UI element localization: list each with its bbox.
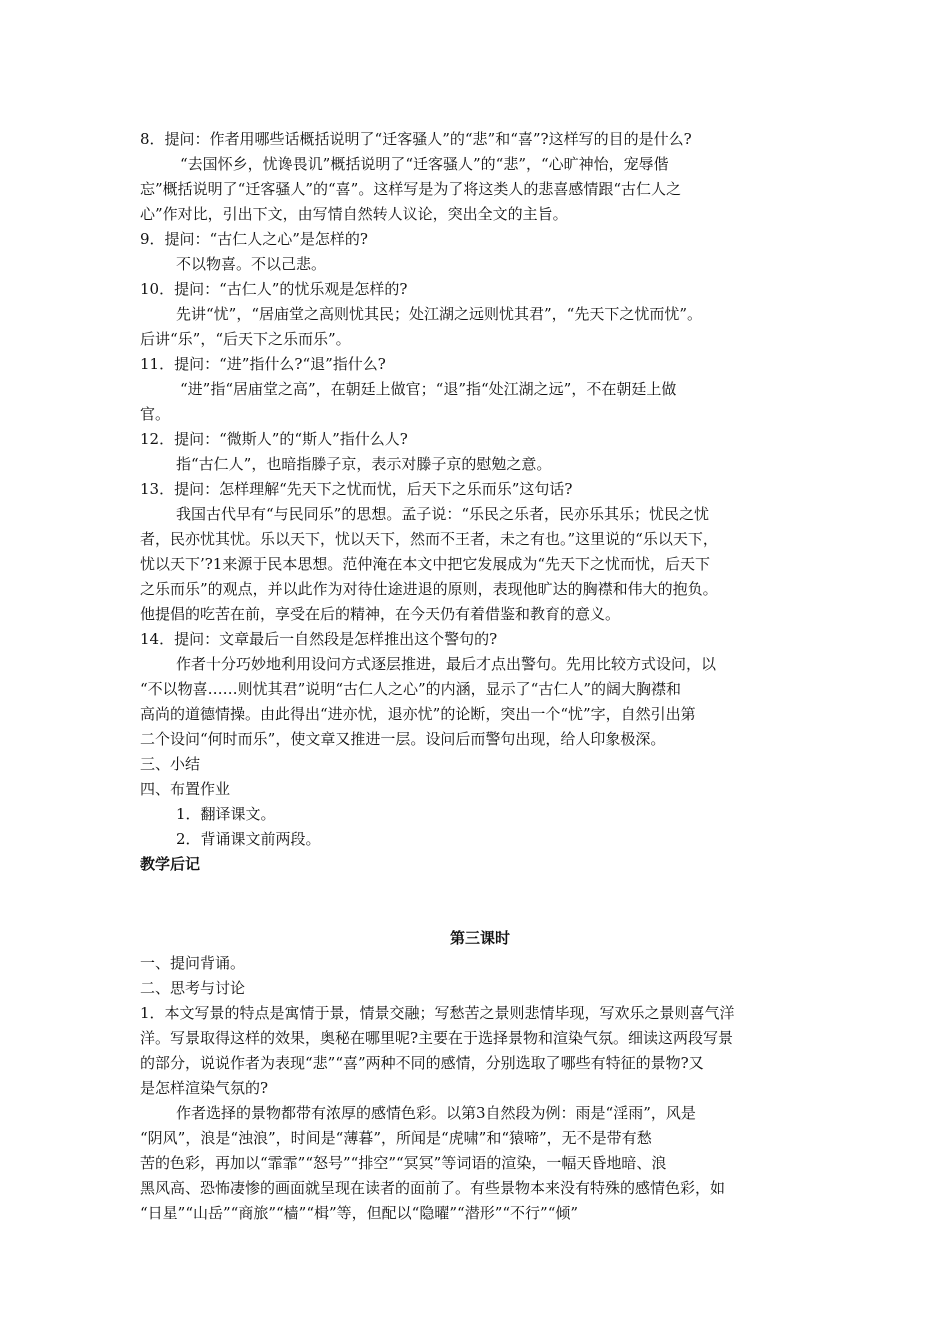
homework-item-2: 2．背诵课文前两段。 bbox=[176, 830, 321, 848]
answer-10-line-2: 后讲“乐”，“后天下之乐而乐”。 bbox=[140, 330, 351, 348]
question-14: 14．提问：文章最后一自然段是怎样推出这个警句的? bbox=[140, 630, 498, 648]
answer-13-line-2: 者，民亦忧其忧。乐以天下，忧以天下，然而不王者，未之有也。”这里说的“乐以天下， bbox=[140, 530, 718, 548]
discussion-a1-line-4: 黑风高、恐怖凄惨的画面就呈现在读者的面前了。有些景物本来没有特殊的感情色彩，如 bbox=[140, 1179, 726, 1197]
answer-11-line-1: “进”指“居庙堂之高”，在朝廷上做官；“退”指“处江湖之远”，不在朝廷上做 bbox=[180, 380, 677, 398]
answer-12: 指“古仁人”，也暗指滕子京，表示对滕子京的慰勉之意。 bbox=[176, 455, 552, 473]
homework-item-1: 1．翻译课文。 bbox=[176, 805, 276, 823]
answer-14-line-3: 高尚的道德情操。由此得出“进亦忧，退亦忧”的论断，突出一个“忧”字，自然引出第 bbox=[140, 705, 696, 723]
answer-13-line-1: 我国古代早有“与民同乐”的思想。孟子说：“乐民之乐者，民亦乐其乐；忧民之忧 bbox=[176, 505, 710, 523]
discussion-a1-line-3: 苦的色彩，再加以“霏霏”“怒号”“排空”“冥冥”等词语的渲染，一幅天昏地暗、浪 bbox=[140, 1154, 667, 1172]
answer-8-line-3: 心”作对比，引出下文，由写情自然转人议论，突出全文的主旨。 bbox=[140, 205, 568, 223]
summary-heading: 三、小结 bbox=[140, 755, 201, 773]
discussion-a1-line-5: “日星”“山岳”“商旅”“樯”“楫”等，但配以“隐曜”“潜形”“不行”“倾” bbox=[140, 1204, 579, 1222]
answer-13-line-4: 之乐而乐”的观点，并以此作为对待仕途进退的原则，表现他旷达的胸襟和伟大的抱负。 bbox=[140, 580, 718, 598]
discussion-a1-line-2: “阴风”，浪是“浊浪”，时间是“薄暮”，所闻是“虎啸”和“猿啼”，无不是带有愁 bbox=[140, 1129, 652, 1147]
question-13: 13．提问：怎样理解“先天下之忧而忧，后天下之乐而乐”这句话? bbox=[140, 480, 573, 498]
discussion-a1-line-1: 作者选择的景物都带有浓厚的感情色彩。以第3自然段为例：雨是“淫雨”，风是 bbox=[176, 1104, 696, 1122]
answer-13-line-3: 忧以天下’?1来源于民本思想。范仲淹在本文中把它发展成为“先天下之忧而忧，后天下 bbox=[140, 555, 711, 573]
answer-10-line-1: 先讲“忧”，“居庙堂之高则忧其民；处江湖之远则忧其君”，“先天下之忧而忧”。 bbox=[176, 305, 703, 323]
lesson-3-title: 第三课时 bbox=[449, 929, 510, 947]
discussion-q1-line-3: 的部分，说说作者为表现“悲”“喜”两种不同的感情，分别选取了哪些有特征的景物?又 bbox=[140, 1054, 704, 1072]
question-8: 8．提问：作者用哪些话概括说明了“迁客骚人”的“悲”和“喜”?这样写的目的是什么? bbox=[140, 130, 692, 148]
answer-14-line-2: “不以物喜……则忧其君”说明“古仁人之心”的内涵，显示了“古仁人”的阔大胸襟和 bbox=[140, 680, 682, 698]
discussion-q1-line-2: 洋。写景取得这样的效果，奥秘在哪里呢?主要在于选择景物和渲染气氛。细读这两段写景 bbox=[140, 1029, 734, 1047]
discussion-q1-line-1: 1．本文写景的特点是寓情于景，情景交融；写愁苦之景则悲情毕现，写欢乐之景则喜气洋 bbox=[140, 1004, 735, 1022]
discussion-q1-line-4: 是怎样渲染气氛的? bbox=[140, 1079, 269, 1097]
section3-line-1: 一、提问背诵。 bbox=[140, 954, 246, 972]
homework-heading: 四、布置作业 bbox=[140, 780, 231, 798]
answer-9: 不以物喜。不以己悲。 bbox=[176, 255, 327, 273]
answer-8-line-1: “去国怀乡，忧谗畏讥”概括说明了“迁客骚人”的“悲”，“心旷神怡，宠辱偕 bbox=[180, 155, 669, 173]
teaching-postscript-heading: 教学后记 bbox=[140, 855, 201, 873]
answer-11-line-2: 官。 bbox=[140, 405, 171, 423]
question-11: 11．提问：“进”指什么?“退”指什么? bbox=[140, 355, 386, 373]
question-9: 9．提问：“古仁人之心”是怎样的? bbox=[140, 230, 368, 248]
answer-14-line-4: 二个设问“何时而乐”，使文章又推进一层。设问后而警句出现，给人印象极深。 bbox=[140, 730, 666, 748]
answer-14-line-1: 作者十分巧妙地利用设问方式逐层推进，最后才点出警句。先用比较方式设问，以 bbox=[176, 655, 717, 673]
section3-line-2: 二、思考与讨论 bbox=[140, 979, 246, 997]
answer-13-line-5: 他提倡的吃苦在前，享受在后的精神，在今天仍有着借鉴和教育的意义。 bbox=[140, 605, 621, 623]
question-12: 12．提问：“微斯人”的“斯人”指什么人? bbox=[140, 430, 408, 448]
question-10: 10．提问：“古仁人”的忧乐观是怎样的? bbox=[140, 280, 408, 298]
answer-8-line-2: 忘”概括说明了“迁客骚人”的“喜”。这样写是为了将这类人的悲喜感情跟“古仁人之 bbox=[140, 180, 682, 198]
